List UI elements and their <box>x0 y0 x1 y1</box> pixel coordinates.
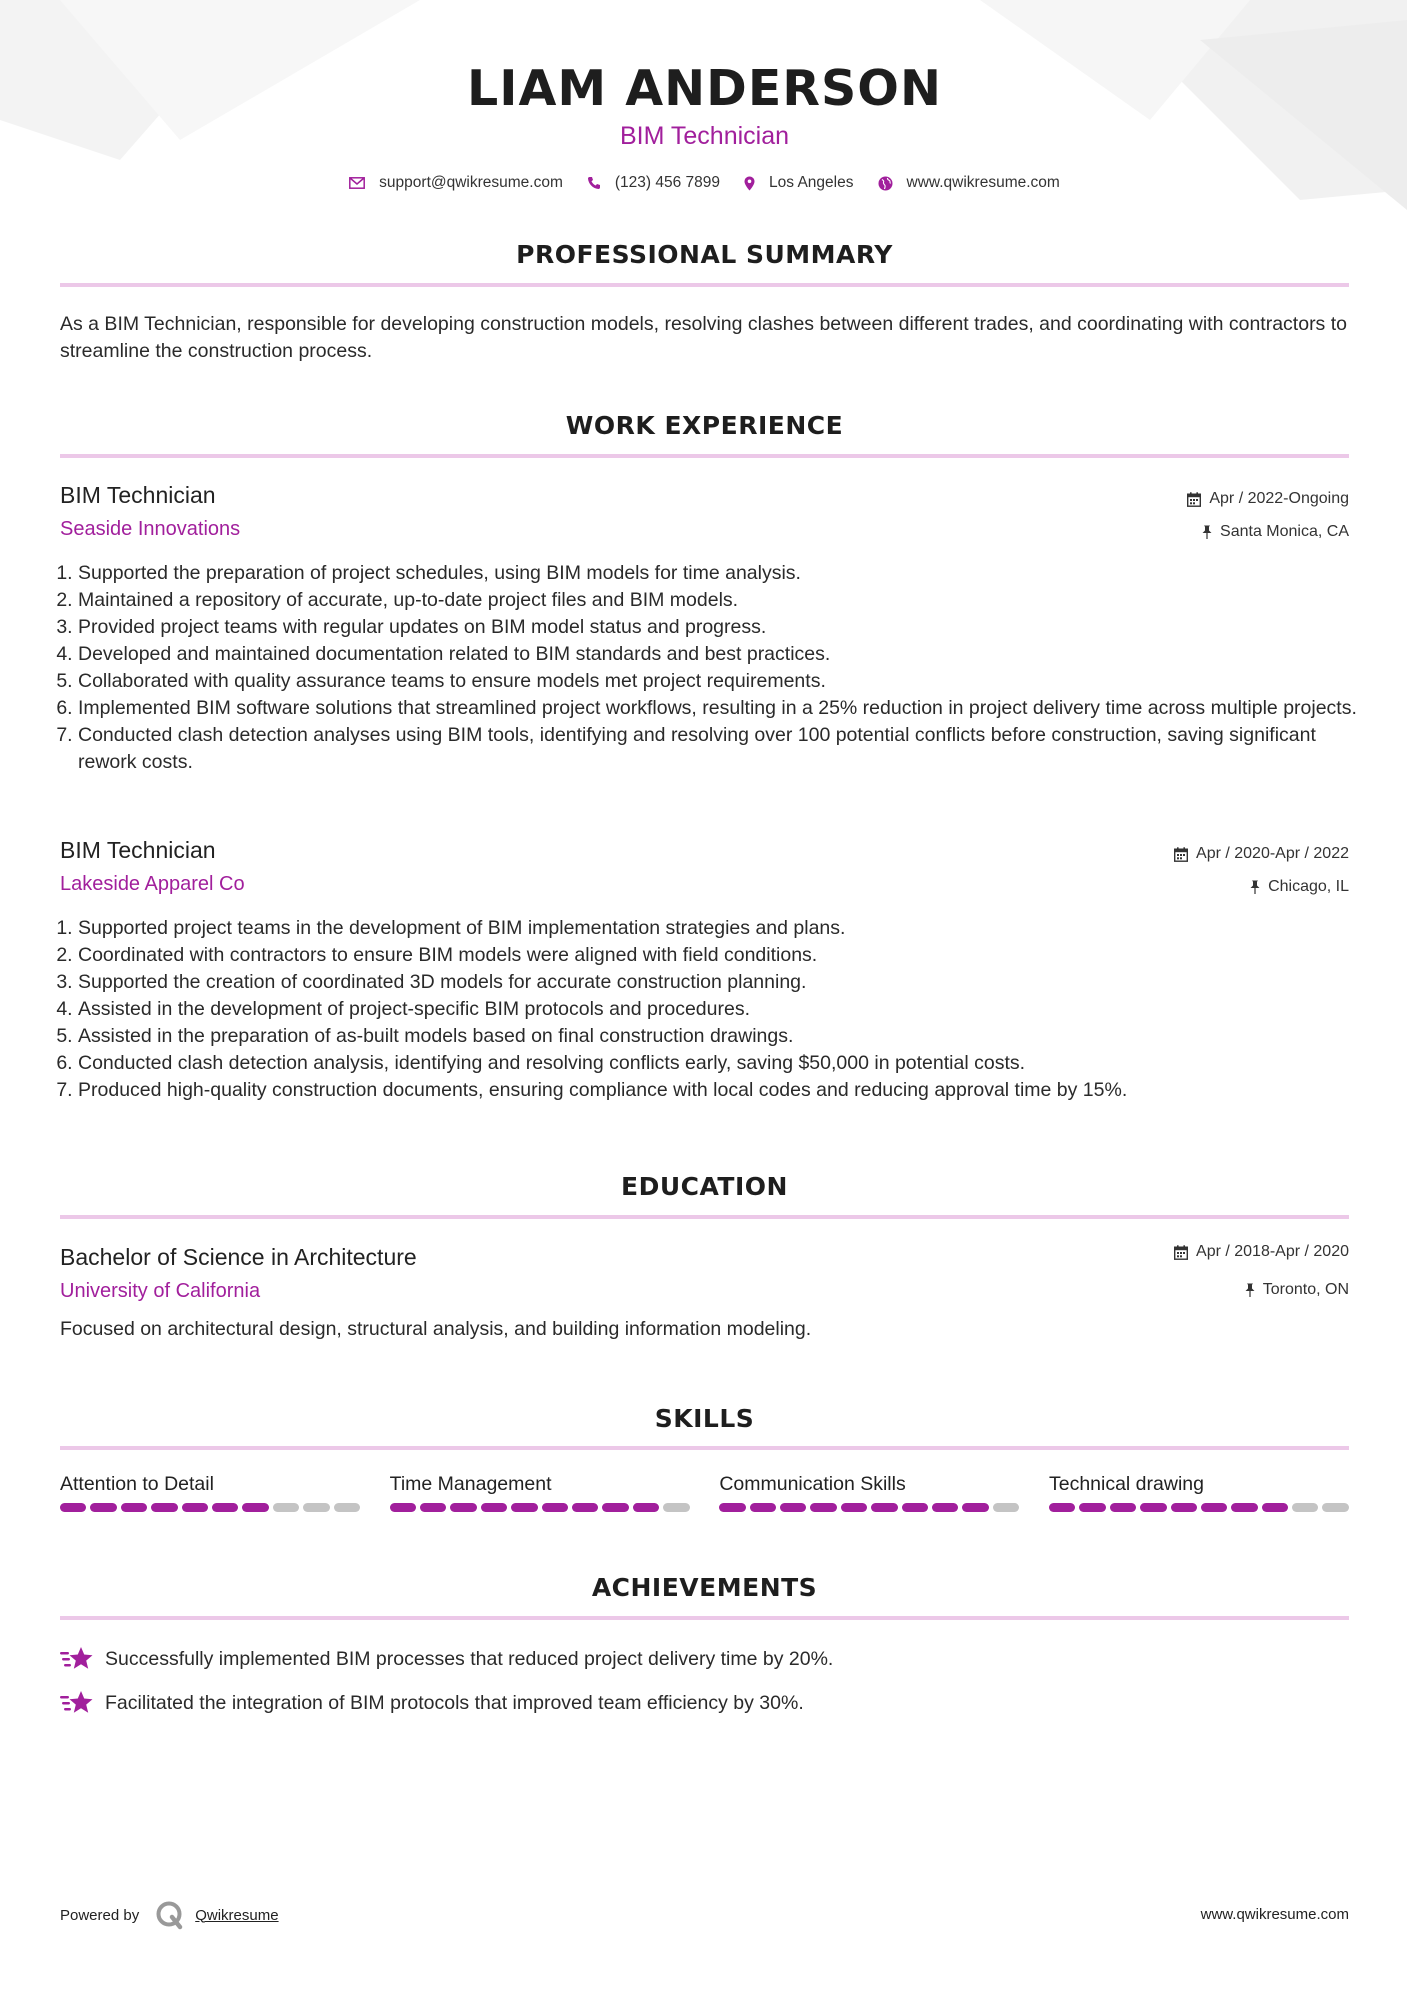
calendar-icon <box>1174 1245 1188 1260</box>
skill-item <box>60 1473 360 1512</box>
list-item: 2. Coordinated with contractors to ensure BIM models were aligned with field conditions. <box>78 942 1368 969</box>
skill-segment-filled <box>1110 1503 1136 1512</box>
contact-website-text: www.qwikresume.com <box>906 174 1060 191</box>
skill-segment-filled <box>121 1503 147 1512</box>
school-name: University of California <box>60 1280 261 1302</box>
calendar-icon <box>1187 492 1201 507</box>
experience-divider <box>60 454 1349 458</box>
job-company: Seaside Innovations <box>60 518 241 540</box>
skill-segment-filled <box>60 1503 86 1512</box>
skill-segment-filled <box>1201 1503 1227 1512</box>
skill-segment-filled <box>182 1503 208 1512</box>
skill-segment-filled <box>151 1503 177 1512</box>
job-location <box>1202 523 1349 541</box>
job-dates-text: Apr / 2020-Apr / 2022 <box>1196 845 1349 862</box>
skill-segment-empty <box>993 1503 1019 1512</box>
skill-segment-filled <box>962 1503 988 1512</box>
skill-name: Attention to Detail <box>60 1473 214 1495</box>
skill-item <box>1049 1473 1349 1512</box>
skill-segment-empty <box>273 1503 299 1512</box>
skill-segment-filled <box>481 1503 507 1512</box>
education-dates <box>1174 1243 1349 1261</box>
list-item: 6. Implemented BIM software solutions that streamlined project workflows, resulting in a 25% reduction in project delivery time across multiple projects. <box>78 695 1368 722</box>
skill-segment-filled <box>1171 1503 1197 1512</box>
list-item: 7. Produced high-quality construction documents, ensuring compliance with local codes and reducing approval time by 15%. <box>78 1077 1368 1104</box>
achievement-item <box>60 1646 833 1672</box>
footer-website[interactable]: www.qwikresume.com <box>1200 1906 1349 1923</box>
skill-name: Technical drawing <box>1048 1473 1204 1495</box>
skill-segment-filled <box>450 1503 476 1512</box>
skill-segment-empty <box>1322 1503 1348 1512</box>
list-item: 5. Collaborated with quality assurance teams to ensure models met project requirements. <box>78 668 1368 695</box>
skill-segment-filled <box>810 1503 836 1512</box>
qwikresume-logo-icon <box>155 1900 185 1930</box>
phone-icon <box>587 176 601 190</box>
list-item: 1. Supported the preparation of project schedules, using BIM models for time analysis. <box>78 560 1368 587</box>
skills-list <box>60 1473 1349 1512</box>
job-location-text: Santa Monica, CA <box>1220 523 1349 540</box>
achievements-divider <box>60 1616 1349 1620</box>
achievements-heading: ACHIEVEMENTS <box>591 1573 818 1602</box>
job-company: Lakeside Apparel Co <box>60 873 245 895</box>
skills-divider <box>60 1446 1349 1450</box>
skill-segment-filled <box>420 1503 446 1512</box>
footer-brand-link[interactable]: Qwikresume <box>195 1906 279 1924</box>
skill-segment-filled <box>511 1503 537 1512</box>
candidate-role: BIM Technician <box>619 122 790 150</box>
skill-segment-filled <box>572 1503 598 1512</box>
skill-segment-empty <box>663 1503 689 1512</box>
education-heading: EDUCATION <box>621 1172 788 1201</box>
skill-segment-filled <box>719 1503 745 1512</box>
skill-segment-filled <box>841 1503 867 1512</box>
globe-icon <box>878 176 893 191</box>
job-bullets <box>60 915 1368 1104</box>
contact-phone[interactable] <box>587 174 720 192</box>
education-dates-text: Apr / 2018-Apr / 2020 <box>1196 1243 1349 1260</box>
shooting-star-icon <box>60 1646 93 1672</box>
achievement-text: Successfully implemented BIM processes that reduced project delivery time by 20%. <box>105 1647 834 1670</box>
skill-segment-filled <box>1140 1503 1166 1512</box>
summary-divider <box>60 283 1349 287</box>
powered-by-label: Powered by <box>60 1906 140 1924</box>
skill-segment-filled <box>750 1503 776 1512</box>
skill-segment-empty <box>1292 1503 1318 1512</box>
experience-heading: WORK EXPERIENCE <box>565 411 844 440</box>
list-item: 3. Provided project teams with regular updates on BIM model status and progress. <box>78 614 1368 641</box>
skill-segment-filled <box>390 1503 416 1512</box>
job-dates <box>1174 845 1349 863</box>
skill-name: Time Management <box>389 1473 552 1495</box>
map-pin-icon <box>744 176 755 191</box>
skill-segment-filled <box>602 1503 628 1512</box>
skill-level-bar <box>719 1503 1019 1512</box>
summary-text: As a BIM Technician, responsible for developing construction models, resolving clashes between different trades, and coordinating with contractors to streamline the construction process. <box>60 313 1347 362</box>
skill-segment-filled <box>1079 1503 1105 1512</box>
footer-powered-by <box>60 1900 279 1930</box>
skill-segment-empty <box>303 1503 329 1512</box>
skill-segment-filled <box>780 1503 806 1512</box>
job-bullets <box>60 560 1368 776</box>
list-item: 4. Assisted in the development of project-specific BIM protocols and procedures. <box>78 996 1368 1023</box>
achievement-item <box>60 1690 804 1716</box>
skill-segment-filled <box>1262 1503 1288 1512</box>
job-location <box>1250 878 1349 896</box>
skill-segment-filled <box>633 1503 659 1512</box>
skill-item <box>719 1473 1019 1512</box>
summary-heading: PROFESSIONAL SUMMARY <box>516 240 893 269</box>
contact-email[interactable] <box>349 174 563 192</box>
skill-segment-filled <box>932 1503 958 1512</box>
list-item: 7. Conducted clash detection analyses using BIM tools, identifying and resolving over 100 potential conflicts before construction, saving significant rework costs. <box>78 722 1368 776</box>
job-dates-text: Apr / 2022-Ongoing <box>1209 490 1349 507</box>
job-dates <box>1187 490 1349 508</box>
skill-segment-filled <box>871 1503 897 1512</box>
list-item: 1. Supported project teams in the development of BIM implementation strategies and plans. <box>78 915 1368 942</box>
contact-phone-text: (123) 456 7899 <box>614 174 721 191</box>
list-item: 3. Supported the creation of coordinated 3D models for accurate construction planning. <box>78 969 1368 996</box>
candidate-name: LIAM ANDERSON <box>467 60 942 117</box>
shooting-star-icon <box>60 1690 93 1716</box>
education-description: Focused on architectural design, structural analysis, and building information modeling. <box>60 1318 812 1340</box>
list-item: 6. Conducted clash detection analysis, identifying and resolving conflicts early, saving $50,000 in potential costs. <box>78 1050 1368 1077</box>
skill-segment-filled <box>542 1503 568 1512</box>
skill-level-bar <box>1049 1503 1349 1512</box>
education-location <box>1245 1281 1349 1299</box>
pushpin-icon <box>1250 880 1260 894</box>
skill-segment-filled <box>902 1503 928 1512</box>
contact-location-text: Los Angeles <box>769 174 854 191</box>
contact-email-text: support@qwikresume.com <box>379 174 563 191</box>
education-divider <box>60 1215 1349 1219</box>
job-title: BIM Technician <box>60 837 216 863</box>
calendar-icon <box>1174 847 1188 862</box>
list-item: 2. Maintained a repository of accurate, up-to-date project files and BIM models. <box>78 587 1368 614</box>
degree-title: Bachelor of Science in Architecture <box>60 1244 417 1270</box>
skill-segment-filled <box>1231 1503 1257 1512</box>
skill-level-bar <box>390 1503 690 1512</box>
contact-website[interactable] <box>878 174 1060 192</box>
skill-segment-filled <box>90 1503 116 1512</box>
job-title: BIM Technician <box>60 482 216 508</box>
envelope-icon <box>349 177 365 189</box>
skill-item <box>390 1473 690 1512</box>
skill-segment-filled <box>212 1503 238 1512</box>
skill-segment-empty <box>334 1503 360 1512</box>
contact-bar <box>60 174 1349 192</box>
skill-segment-filled <box>1049 1503 1075 1512</box>
job-location-text: Chicago, IL <box>1268 878 1349 895</box>
list-item: 4. Developed and maintained documentation related to BIM standards and best practices. <box>78 641 1368 668</box>
pushpin-icon <box>1245 1283 1255 1297</box>
pushpin-icon <box>1202 525 1212 539</box>
education-location-text: Toronto, ON <box>1262 1281 1349 1298</box>
skills-heading: SKILLS <box>654 1404 755 1433</box>
skill-segment-filled <box>242 1503 268 1512</box>
list-item: 5. Assisted in the preparation of as-built models based on final construction drawings. <box>78 1023 1368 1050</box>
contact-location <box>744 174 853 192</box>
achievement-text: Facilitated the integration of BIM protocols that improved team efficiency by 30%. <box>105 1691 804 1714</box>
skill-level-bar <box>60 1503 360 1512</box>
skill-name: Communication Skills <box>719 1473 906 1495</box>
